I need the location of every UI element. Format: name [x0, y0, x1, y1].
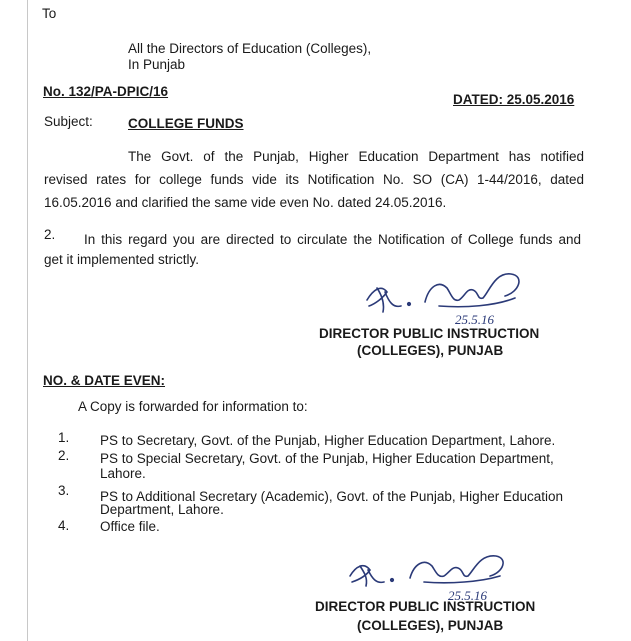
para1-line-1: The Govt. of the Punjab, Higher Education Department has notified — [128, 149, 584, 164]
signatory-1-title-line-2: (COLLEGES), PUNJAB — [357, 343, 504, 358]
to-label: To — [42, 6, 57, 21]
copy-item-4-number: 4. — [58, 518, 70, 533]
copy-item-2-line-2: Lahore. — [100, 466, 146, 481]
copy-item-4-line-1: Office file. — [100, 519, 160, 534]
page-edge-line — [27, 0, 28, 641]
copy-item-2-line-1: PS to Special Secretary, Govt. of the Punjab, Higher Education Department, — [100, 451, 554, 466]
copy-item-1-number: 1. — [58, 430, 70, 445]
para2-line-2: get it implemented strictly. — [44, 252, 200, 267]
para1-line-3: 16.05.2016 and clarified the same vide even No. dated 24.05.2016. — [44, 195, 447, 210]
addressee-line-2: In Punjab — [128, 57, 186, 72]
dated: DATED: 25.05.2016 — [453, 92, 575, 107]
para2-line-1: In this regard you are directed to circulate the Notification of College funds and — [84, 232, 581, 247]
forward-line: A Copy is forwarded for information to: — [78, 399, 308, 414]
signature-1-ink — [355, 262, 535, 332]
copy-item-3-number: 3. — [58, 483, 70, 498]
reference-number: No. 132/PA-DPIC/16 — [43, 84, 169, 99]
copy-item-1-line-1: PS to Secretary, Govt. of the Punjab, Higher Education Department, Lahore. — [100, 433, 556, 448]
addressee-line-1: All the Directors of Education (Colleges), — [128, 41, 372, 56]
subject-label: Subject: — [44, 114, 93, 129]
signature-2-date: 25.5.16 — [448, 588, 487, 603]
copy-item-2-number: 2. — [58, 448, 70, 463]
no-date-even: NO. & DATE EVEN: — [43, 373, 166, 388]
signatory-1-title-line-1: DIRECTOR PUBLIC INSTRUCTION — [319, 326, 540, 341]
copy-item-3-line-2: Department, Lahore. — [100, 502, 224, 517]
signature-1-date: 25.5.16 — [455, 312, 494, 327]
para1-line-2: revised rates for college funds vide its Notification No. SO (CA) 1-44/2016, dated — [44, 172, 584, 187]
signatory-2-title-line-1: DIRECTOR PUBLIC INSTRUCTION — [315, 599, 536, 614]
copy-item-3-line-1: PS to Additional Secretary (Academic), Govt. of the Punjab, Higher Education — [100, 489, 563, 504]
signatory-2-title-line-2: (COLLEGES), PUNJAB — [357, 618, 504, 633]
para2-number: 2. — [44, 227, 56, 242]
subject: COLLEGE FUNDS — [128, 116, 244, 131]
signature-1 — [355, 262, 535, 332]
